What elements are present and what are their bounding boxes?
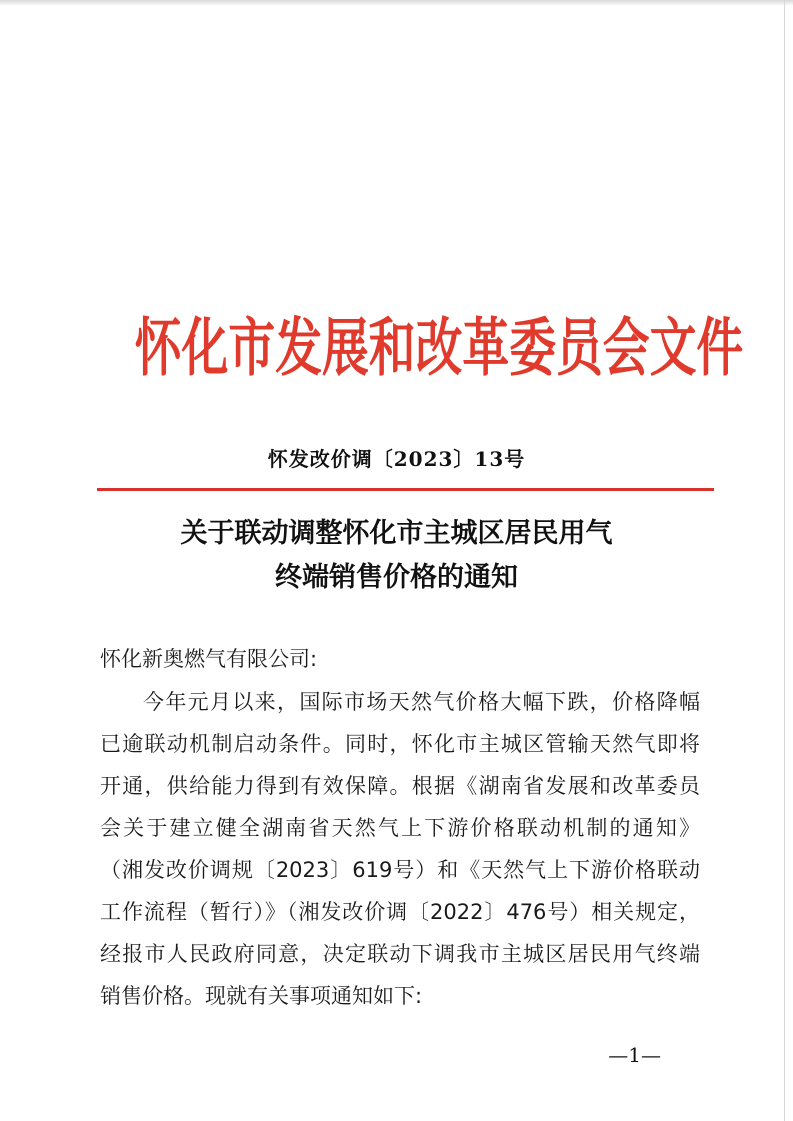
body-paragraph-line: 已逾联动机制启动条件。同时，怀化市主城区管输天然气即将 bbox=[100, 732, 700, 756]
page-number: —1— bbox=[608, 1043, 661, 1067]
body-paragraph-line: 经报市人民政府同意，决定联动下调我市主城区居民用气终端 bbox=[100, 942, 700, 966]
addressee: 怀化新奥燃气有限公司: bbox=[100, 647, 318, 671]
notice-title-line-2: 终端销售价格的通知 bbox=[275, 562, 518, 593]
body-paragraph-line: 会关于建立健全湖南省天然气上下游价格联动机制的通知》 bbox=[100, 816, 700, 840]
notice-title bbox=[0, 512, 793, 600]
body-paragraph-line: （湘发改价调规〔2023〕619号）和《天然气上下游价格联动 bbox=[100, 858, 700, 882]
org-title: 怀化市发展和改革委员会文件 bbox=[134, 311, 744, 386]
doc-number: 怀发改价调〔2023〕13号 bbox=[267, 447, 526, 471]
body-paragraph-line: 开通，供给能力得到有效保障。根据《湖南省发展和改革委员 bbox=[100, 774, 700, 798]
body-paragraph-line: 工作流程（暂行）》（湘发改价调〔2022〕476号）相关规定， bbox=[100, 900, 700, 924]
body-paragraph-line: 销售价格。现就有关事项通知如下: bbox=[100, 984, 423, 1008]
notice-title-line-1: 关于联动调整怀化市主城区居民用气 bbox=[180, 518, 613, 549]
body-paragraph-line: 今年元月以来，国际市场天然气价格大幅下跌，价格降幅 bbox=[143, 690, 700, 714]
scan-top-shadow bbox=[0, 0, 793, 6]
red-separator-rule bbox=[97, 488, 714, 491]
